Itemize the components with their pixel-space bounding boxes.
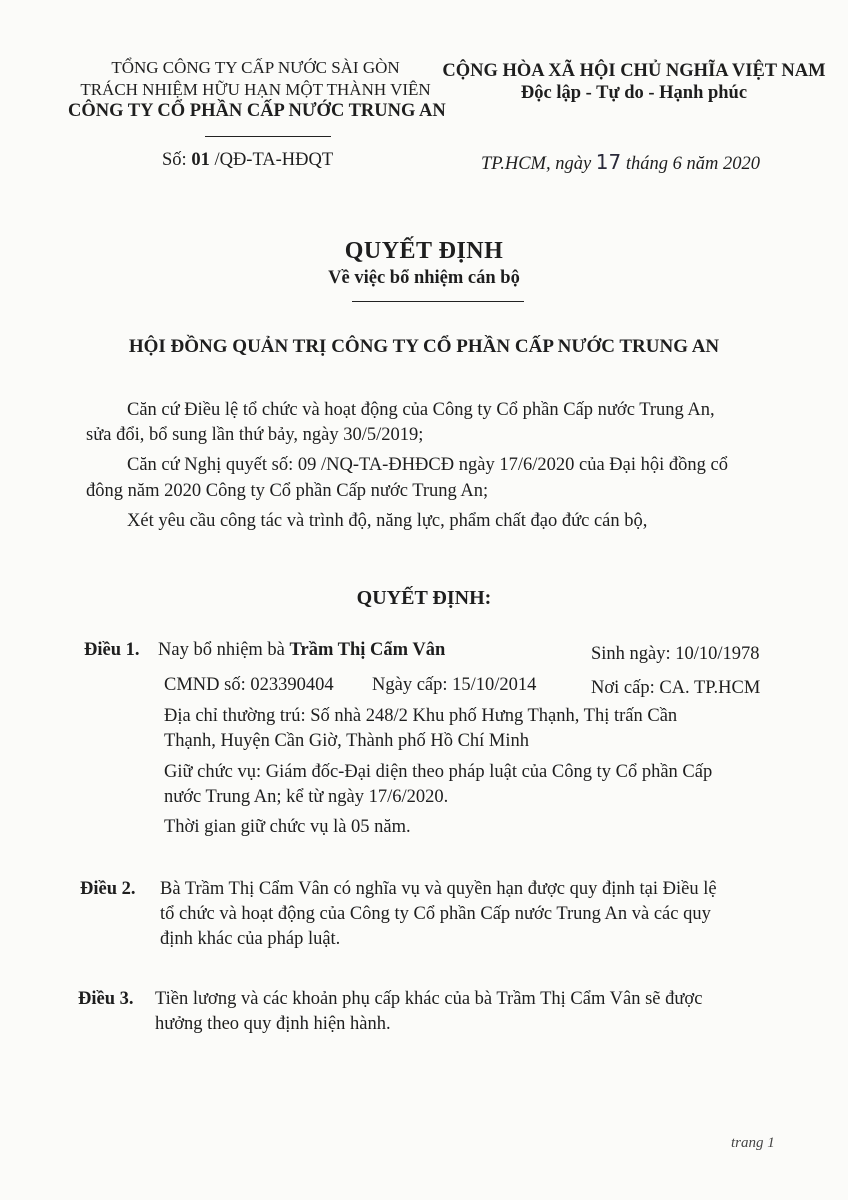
page-number: trang 1 [731, 1135, 775, 1151]
parent-org-name: TỔNG CÔNG TY CẤP NƯỚC SÀI GÒN [111, 58, 400, 77]
document-number: Số: 01 /QĐ-TA-HĐQT [162, 150, 334, 170]
id-issue-date: Ngày cấp: 15/10/2014 [372, 675, 537, 695]
article-2-line-2: tổ chức và hoạt động của Công ty Cổ phần Cấp nước Trung An và các quy [160, 904, 711, 924]
handwritten-day: 17 [595, 150, 622, 174]
document-subtitle: Về việc bổ nhiệm cán bộ [328, 268, 520, 288]
document-title: QUYẾT ĐỊNH [344, 238, 504, 264]
preamble-3-line-1: Xét yêu cầu công tác và trình độ, năng lực, phẩm chất đạo đức cán bộ, [127, 511, 648, 531]
article-3-label: Điều 3. [78, 989, 134, 1009]
id-issue-place: Nơi cấp: CA. TP.HCM [591, 678, 761, 698]
article-1-intro: Nay bổ nhiệm bà Trầm Thị Cẩm Vân [158, 640, 446, 660]
article-2-label: Điều 2. [80, 879, 136, 899]
issuing-authority: HỘI ĐỒNG QUẢN TRỊ CÔNG TY CỔ PHẦN CẤP NƯỚC TRUNG AN [128, 336, 720, 357]
nation-name: CỘNG HÒA XÃ HỘI CHỦ NGHĨA VIỆT NAM [442, 61, 826, 81]
id-number: CMND số: 023390404 [164, 675, 334, 695]
parent-org-type: TRÁCH NHIỆM HỮU HẠN MỘT THÀNH VIÊN [80, 80, 431, 99]
position-line-1: Giữ chức vụ: Giám đốc-Đại diện theo pháp luật của Công ty Cổ phần Cấp [164, 762, 713, 782]
document-date: TP.HCM, ngày 17 tháng 6 năm 2020 [481, 150, 760, 174]
term-of-office: Thời gian giữ chức vụ là 05 năm. [164, 817, 411, 837]
appointee-name: Trầm Thị Cẩm Vân [289, 640, 446, 660]
article-3-line-1: Tiền lương và các khoản phụ cấp khác của bà Trầm Thị Cẩm Vân sẽ được [155, 989, 703, 1009]
article-2-line-1: Bà Trầm Thị Cẩm Vân có nghĩa vụ và quyền hạn được quy định tại Điều lệ [160, 879, 717, 899]
preamble-1-line-1: Căn cứ Điều lệ tổ chức và hoạt động của Công ty Cổ phần Cấp nước Trung An, [127, 400, 715, 420]
position-line-2: nước Trung An; kể từ ngày 17/6/2020. [164, 787, 449, 807]
nation-motto: Độc lập - Tự do - Hạnh phúc [520, 83, 748, 103]
appointee-dob: Sinh ngày: 10/10/1978 [591, 644, 760, 664]
company-name: CÔNG TY CỔ PHẦN CẤP NƯỚC TRUNG AN [68, 101, 446, 121]
preamble-2-line-2: đông năm 2020 Công ty Cổ phần Cấp nước Trung An; [86, 481, 489, 501]
preamble-2-line-1: Căn cứ Nghị quyết số: 09 /NQ-TA-ĐHĐCĐ ngày 17/6/2020 của Đại hội đồng cổ [127, 455, 728, 475]
article-1-label: Điều 1. [84, 640, 140, 660]
address-line-2: Thạnh, Huyện Cần Giờ, Thành phố Hồ Chí Minh [164, 731, 530, 751]
decision-heading: QUYẾT ĐỊNH: [356, 587, 492, 609]
article-2-line-3: định khác của pháp luật. [160, 929, 341, 949]
address-line-1: Địa chỉ thường trú: Số nhà 248/2 Khu phố Hưng Thạnh, Thị trấn Cần [164, 706, 678, 726]
title-divider [352, 301, 524, 302]
header-left-divider [205, 136, 331, 137]
article-3-line-2: hưởng theo quy định hiện hành. [155, 1014, 391, 1034]
preamble-1-line-2: sửa đổi, bổ sung lần thứ bảy, ngày 30/5/2019; [86, 425, 424, 445]
